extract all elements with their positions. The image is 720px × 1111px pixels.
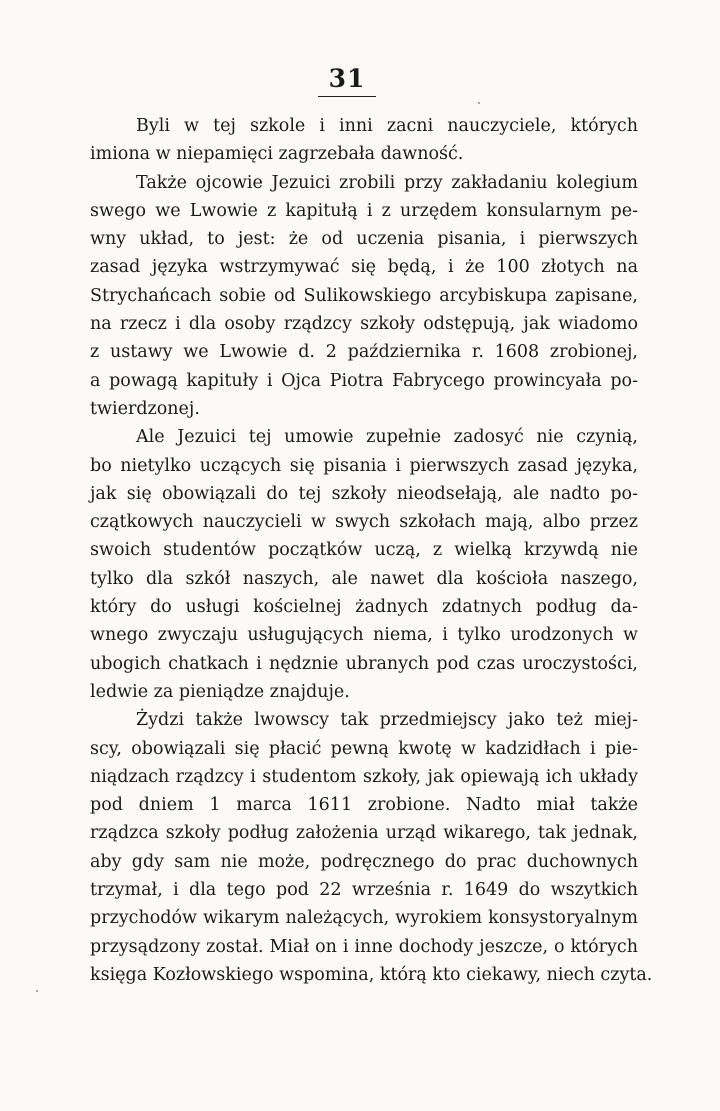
text-line: ubogich chatkach i nędznie ubranych pod czas uroczystości, <box>90 653 638 674</box>
paragraph <box>90 169 638 424</box>
text-line: zasad języka wstrzymywać się będą, i że 100 złotych na <box>90 257 638 278</box>
page-number-rule <box>318 96 376 97</box>
paper-speck <box>36 990 38 992</box>
text-line: z ustawy we Lwowie d. 2 października r. 1608 zrobionej, <box>90 342 638 363</box>
text-line: księga Kozłowskiego wspomina, którą kto ciekawy, niech czyta. <box>90 964 653 985</box>
text-line: scy, obowiązali się płacić pewną kwotę w kadzidłach i pie- <box>90 738 638 759</box>
text-line: Także ojcowie Jezuici zrobili przy zakładaniu kolegium <box>136 172 638 193</box>
paper-speck <box>478 102 480 104</box>
text-line: imiona w niepamięci zagrzebała dawność. <box>90 144 464 165</box>
page-number: 31 <box>328 64 366 93</box>
text-line: wny układ, to jest: że od uczenia pisania, i pierwszych <box>90 229 638 250</box>
text-line: bo nietylko uczących się pisania i pierwszych zasad języka, <box>90 455 638 476</box>
paragraph <box>90 423 638 706</box>
paragraph <box>90 112 638 169</box>
text-line: tylko dla szkół naszych, ale nawet dla kościoła naszego, <box>90 568 638 589</box>
text-line: rządzca szkoły podług założenia urząd wikarego, tak jednak, <box>90 823 638 844</box>
text-line: Żydzi także lwowscy tak przedmiejscy jako też miej- <box>136 710 638 731</box>
text-line: Strychańcach sobie od Sulikowskiego arcybiskupa zapisane, <box>90 285 638 306</box>
text-line: czątkowych nauczycieli w swych szkołach mają, albo przez <box>90 512 638 533</box>
text-line: ledwie za pieniądze znajduje. <box>90 681 350 702</box>
paragraph <box>90 706 653 989</box>
text-line: który do usługi kościelnej żadnych zdatnych podług da- <box>90 597 638 618</box>
text-line: na rzecz i dla osoby rządzcy szkoły odstępują, jak wiadomo <box>90 314 638 335</box>
text-line: wnego zwyczaju usługujących niema, i tylko urodzonych w <box>90 625 638 646</box>
text-line: Ale Jezuici tej umowie zupełnie zadosyć nie czynią, <box>136 427 638 448</box>
text-body <box>90 112 653 989</box>
text-line: twierdzonej. <box>90 398 200 419</box>
text-line: trzymał, i dla tego pod 22 września r. 1649 do wszytkich <box>90 880 638 901</box>
text-line: swoich studentów początków uczą, z wielką krzywdą nie <box>90 540 638 561</box>
text-line: przychodów wikarym należących, wyrokiem konsystoryalnym <box>90 908 638 929</box>
text-line: swego we Lwowie z kapitułą i z urzędem konsularnym pe- <box>90 200 638 221</box>
text-line: pod dniem 1 marca 1611 zrobione. Nadto miał także <box>90 795 638 816</box>
text-line: aby gdy sam nie może, podręcznego do prac duchownych <box>90 851 638 872</box>
text-line: Byli w tej szkole i inni zacni nauczyciele, których <box>136 116 638 136</box>
text-line: przysądzony został. Miał on i inne dochody jeszcze, o których <box>90 936 638 957</box>
text-line: niądzach rządzcy i studentom szkoły, jak opiewają ich układy <box>90 766 638 787</box>
text-line: jak się obowiązali do tej szkoły nieodsełają, ale nadto po- <box>90 483 638 504</box>
text-line: a powagą kapituły i Ojca Piotra Fabrycego prowincyała po- <box>90 370 638 391</box>
